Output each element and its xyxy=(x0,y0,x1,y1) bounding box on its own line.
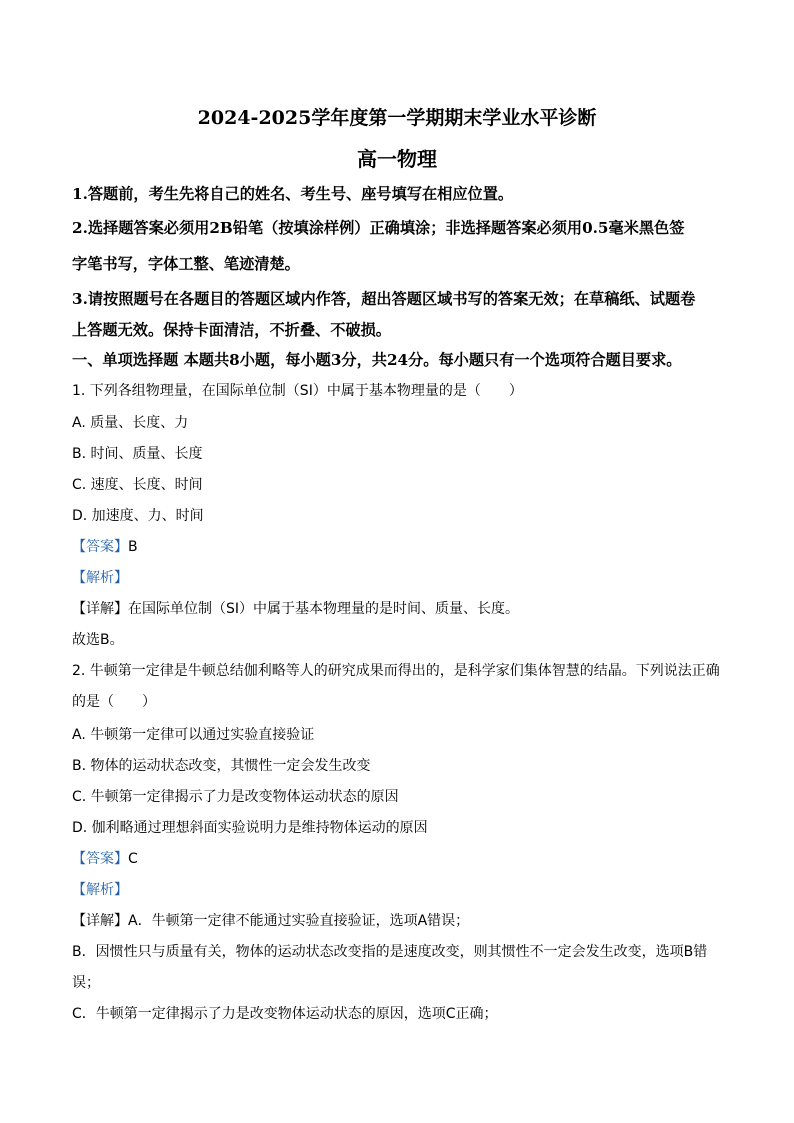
question-2-detail-line-4: C．牛顿第一定律揭示了力是改变物体运动状态的原因，选项C正确； xyxy=(72,1006,498,1022)
question-1-stem: 1. 下列各组物理量，在国际单位制（SI）中属于基本物理量的是（ ） xyxy=(72,383,523,399)
detail-text: A．牛顿第一定律不能通过实验直接验证，选项A错误； xyxy=(128,913,470,929)
question-2-stem-line-1: 2. 牛顿第一定律是牛顿总结伽利略等人的研究成果而得出的，是科学家们集体智慧的结晶。下列说法正确 xyxy=(72,663,720,679)
question-1-option-a: A. 质量、长度、力 xyxy=(72,415,189,431)
detail-text: 在国际单位制（SI）中属于基本物理量的是时间、质量、长度。 xyxy=(128,601,520,617)
question-1-analysis xyxy=(72,567,732,587)
question-2-detail-line-1 xyxy=(72,910,732,930)
question-2-analysis xyxy=(72,879,732,899)
question-1-option-d: D. 加速度、力、时间 xyxy=(72,508,204,524)
section-heading: 一、单项选择题 本题共8小题，每小题3分，共24分。每小题只有一个选项符合题目要求。 xyxy=(72,351,682,369)
question-2-detail-line-3: 误； xyxy=(72,975,100,991)
answer-value: B xyxy=(128,539,138,555)
analysis-tag: 【解析】 xyxy=(72,570,128,586)
question-2-option-d: D. 伽利略通过理想斜面实验说明力是维持物体运动的原因 xyxy=(72,820,428,836)
detail-tag: 【详解】 xyxy=(72,601,128,617)
question-2-answer xyxy=(72,848,732,868)
note-line-3: 字笔书写，字体工整、笔迹清楚。 xyxy=(72,255,300,273)
note-line-5: 上答题无效。保持卡面清洁，不折叠、不破损。 xyxy=(72,321,391,339)
subject-title: 高一物理 xyxy=(357,147,437,171)
note-line-1: 1.答题前，考生先将自己的姓名、考生号、座号填写在相应位置。 xyxy=(72,185,514,203)
answer-tag: 【答案】 xyxy=(72,851,128,867)
analysis-tag: 【解析】 xyxy=(72,882,128,898)
note-line-2: 2.选择题答案必须用2B铅笔（按填涂样例）正确填涂；非选择题答案必须用0.5毫米黑色签 xyxy=(72,219,685,237)
question-2-detail-line-2: B．因惯性只与质量有关，物体的运动状态改变指的是速度改变，则其惯性不一定会发生改变，选项B错 xyxy=(72,944,708,960)
question-1-detail xyxy=(72,598,732,618)
question-1-option-c: C. 速度、长度、时间 xyxy=(72,477,203,493)
question-2-stem-line-2: 的是（ ） xyxy=(72,694,156,710)
question-2-option-c: C. 牛顿第一定律揭示了力是改变物体运动状态的原因 xyxy=(72,789,399,805)
answer-value: C xyxy=(128,851,138,867)
question-1-answer xyxy=(72,536,732,556)
question-1-option-b: B. 时间、质量、长度 xyxy=(72,446,203,462)
note-line-4: 3.请按照题号在各题目的答题区域内作答，超出答题区域书写的答案无效；在草稿纸、试题卷 xyxy=(72,290,696,308)
detail-tag: 【详解】 xyxy=(72,913,128,929)
question-2-option-b: B. 物体的运动状态改变，其惯性一定会发生改变 xyxy=(72,758,371,774)
question-1-conclusion: 故选B。 xyxy=(72,632,124,648)
question-2-option-a: A. 牛顿第一定律可以通过实验直接验证 xyxy=(72,727,315,743)
answer-tag: 【答案】 xyxy=(72,539,128,555)
exam-title: 2024-2025学年度第一学期期末学业水平诊断 xyxy=(197,107,597,129)
